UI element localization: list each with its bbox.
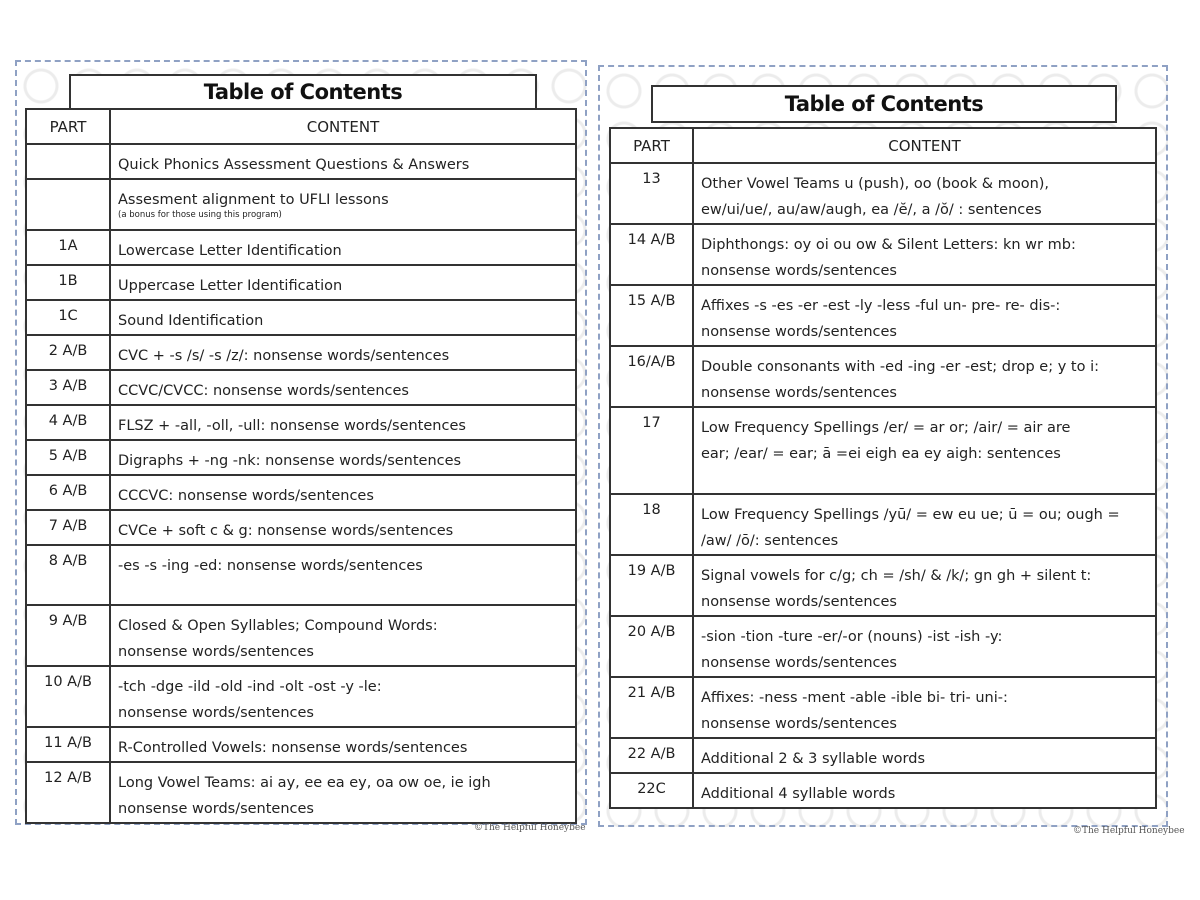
content-line: Uppercase Letter Identification — [118, 278, 343, 294]
table-header-row — [26, 109, 576, 144]
table-row — [610, 407, 1156, 494]
table-row — [610, 224, 1156, 285]
content-line: CCVC/CVCC: nonsense words/sentences — [118, 383, 409, 399]
table-row — [610, 616, 1156, 677]
table-row — [610, 738, 1156, 773]
part-cell: 15 A/B — [610, 285, 693, 346]
content-line: ew/ui/ue/, au/aw/augh, ea /ĕ/, a /ŏ/ : sentences — [701, 202, 1042, 218]
content-line: Assesment alignment to UFLI lessons — [118, 192, 389, 208]
content-cell — [110, 510, 576, 545]
content-line: -tch -dge -ild -old -ind -olt -ost -y -le: — [118, 679, 382, 695]
content-cell — [110, 405, 576, 440]
part-cell: 20 A/B — [610, 616, 693, 677]
table-row — [26, 666, 576, 727]
content-line: Closed & Open Syllables; Compound Words: — [118, 618, 438, 634]
table-row — [26, 405, 576, 440]
table-row — [610, 677, 1156, 738]
content-cell — [693, 285, 1156, 346]
copyright-watermark: ©The Helpful Honeybee — [474, 823, 586, 833]
content-line: Affixes -s -es -er -est -ly -less -ful un- pre- re- dis-: — [701, 298, 1061, 314]
part-cell: 16/A/B — [610, 346, 693, 407]
left-toc-page — [15, 60, 587, 825]
part-cell: 1A — [26, 230, 110, 265]
content-cell — [110, 265, 576, 300]
content-cell — [693, 738, 1156, 773]
left-page-title: Table of Contents — [69, 74, 537, 110]
part-cell: 21 A/B — [610, 677, 693, 738]
part-cell: 9 A/B — [26, 605, 110, 666]
content-cell — [110, 666, 576, 727]
part-cell: 2 A/B — [26, 335, 110, 370]
content-cell — [110, 230, 576, 265]
content-line: nonsense words/sentences — [118, 801, 314, 817]
part-cell: 1B — [26, 265, 110, 300]
table-row — [26, 144, 576, 179]
table-row — [26, 605, 576, 666]
content-line: ear; /ear/ = ear; ā =ei eigh ea ey aigh: sentences — [701, 446, 1061, 462]
content-line: CCCVC: nonsense words/sentences — [118, 488, 374, 504]
part-cell: 13 — [610, 163, 693, 224]
content-cell — [110, 475, 576, 510]
content-cell — [110, 370, 576, 405]
table-row — [26, 440, 576, 475]
content-line: nonsense words/sentences — [701, 324, 897, 340]
part-cell: 1C — [26, 300, 110, 335]
content-line: Long Vowel Teams: ai ay, ee ea ey, oa ow oe, ie igh — [118, 775, 491, 791]
content-cell — [693, 677, 1156, 738]
table-row — [610, 163, 1156, 224]
content-cell — [110, 300, 576, 335]
content-line: nonsense words/sentences — [701, 716, 897, 732]
part-cell — [26, 179, 110, 230]
part-cell: 12 A/B — [26, 762, 110, 823]
table-row — [26, 510, 576, 545]
content-line: FLSZ + -all, -oll, -ull: nonsense words/sentences — [118, 418, 466, 434]
part-cell: 5 A/B — [26, 440, 110, 475]
content-line: Additional 2 & 3 syllable words — [701, 751, 926, 767]
content-line: -sion -tion -ture -er/-or (nouns) -ist -ish -y: — [701, 629, 1003, 645]
table-row — [610, 494, 1156, 555]
content-line: Other Vowel Teams u (push), oo (book & moon), — [701, 176, 1050, 192]
content-line: nonsense words/sentences — [118, 705, 314, 721]
content-line: nonsense words/sentences — [701, 263, 897, 279]
content-cell — [693, 616, 1156, 677]
content-line: Low Frequency Spellings /yū/ = ew eu ue; ū = ou; ough = — [701, 507, 1120, 523]
table-row — [26, 475, 576, 510]
right-page-title: Table of Contents — [651, 85, 1117, 123]
content-cell — [110, 545, 576, 605]
table-row — [26, 545, 576, 605]
table-row — [26, 727, 576, 762]
part-cell: 4 A/B — [26, 405, 110, 440]
table-row — [610, 555, 1156, 616]
table-row — [26, 300, 576, 335]
part-cell: 6 A/B — [26, 475, 110, 510]
left-toc-body — [26, 144, 576, 823]
content-line: Diphthongs: oy oi ou ow & Silent Letters: kn wr mb: — [701, 237, 1076, 253]
content-column-header: CONTENT — [693, 128, 1156, 163]
part-column-header: PART — [610, 128, 693, 163]
content-cell — [693, 494, 1156, 555]
content-cell — [693, 555, 1156, 616]
content-cell — [693, 163, 1156, 224]
part-cell: 22 A/B — [610, 738, 693, 773]
content-cell — [693, 773, 1156, 808]
content-cell — [693, 224, 1156, 285]
part-cell: 8 A/B — [26, 545, 110, 605]
content-cell — [693, 346, 1156, 407]
part-cell — [26, 144, 110, 179]
part-cell: 19 A/B — [610, 555, 693, 616]
part-cell: 11 A/B — [26, 727, 110, 762]
content-line: nonsense words/sentences — [701, 655, 897, 671]
part-cell: 22C — [610, 773, 693, 808]
table-header-row — [610, 128, 1156, 163]
table-row — [610, 285, 1156, 346]
content-line: Sound Identification — [118, 313, 264, 329]
part-cell: 18 — [610, 494, 693, 555]
part-cell: 7 A/B — [26, 510, 110, 545]
content-line: -es -s -ing -ed: nonsense words/sentences — [118, 558, 423, 574]
table-row — [26, 762, 576, 823]
content-line: nonsense words/sentences — [701, 594, 897, 610]
content-line: CVC + -s /s/ -s /z/: nonsense words/sentences — [118, 348, 450, 364]
content-line: Low Frequency Spellings /er/ = ar or; /air/ = air are — [701, 420, 1071, 436]
content-column-header: CONTENT — [110, 109, 576, 144]
copyright-watermark: ©The Helpful Honeybee — [1073, 826, 1185, 836]
table-row — [26, 230, 576, 265]
content-line: Quick Phonics Assessment Questions & Answers — [118, 157, 470, 173]
content-cell — [693, 407, 1156, 494]
right-toc-page — [598, 65, 1168, 827]
content-cell — [110, 762, 576, 823]
content-cell — [110, 335, 576, 370]
table-row — [26, 179, 576, 230]
content-line: Double consonants with -ed -ing -er -est; drop e; y to i: — [701, 359, 1099, 375]
content-cell — [110, 179, 576, 230]
content-cell — [110, 440, 576, 475]
content-cell — [110, 727, 576, 762]
part-cell: 3 A/B — [26, 370, 110, 405]
right-toc-table — [609, 127, 1157, 809]
content-line: Signal vowels for c/g; ch = /sh/ & /k/; gn gh + silent t: — [701, 568, 1092, 584]
table-row — [610, 346, 1156, 407]
part-cell: 17 — [610, 407, 693, 494]
content-line: Additional 4 syllable words — [701, 786, 896, 802]
content-line: /aw/ /ō/: sentences — [701, 533, 839, 549]
content-note: (a bonus for those using this program) — [118, 210, 282, 220]
table-row — [610, 773, 1156, 808]
content-cell — [110, 605, 576, 666]
content-line: Digraphs + -ng -nk: nonsense words/sentences — [118, 453, 462, 469]
table-row — [26, 265, 576, 300]
content-line: nonsense words/sentences — [701, 385, 897, 401]
left-toc-table — [25, 108, 577, 824]
table-row — [26, 370, 576, 405]
content-line: CVCe + soft c & g: nonsense words/sentences — [118, 523, 454, 539]
content-line: R-Controlled Vowels: nonsense words/sentences — [118, 740, 468, 756]
content-cell — [110, 144, 576, 179]
content-line: nonsense words/sentences — [118, 644, 314, 660]
right-toc-body — [610, 163, 1156, 808]
content-line: Affixes: -ness -ment -able -ible bi- tri- uni-: — [701, 690, 1008, 706]
part-cell: 14 A/B — [610, 224, 693, 285]
part-cell: 10 A/B — [26, 666, 110, 727]
content-line: Lowercase Letter Identification — [118, 243, 342, 259]
part-column-header: PART — [26, 109, 110, 144]
table-row — [26, 335, 576, 370]
